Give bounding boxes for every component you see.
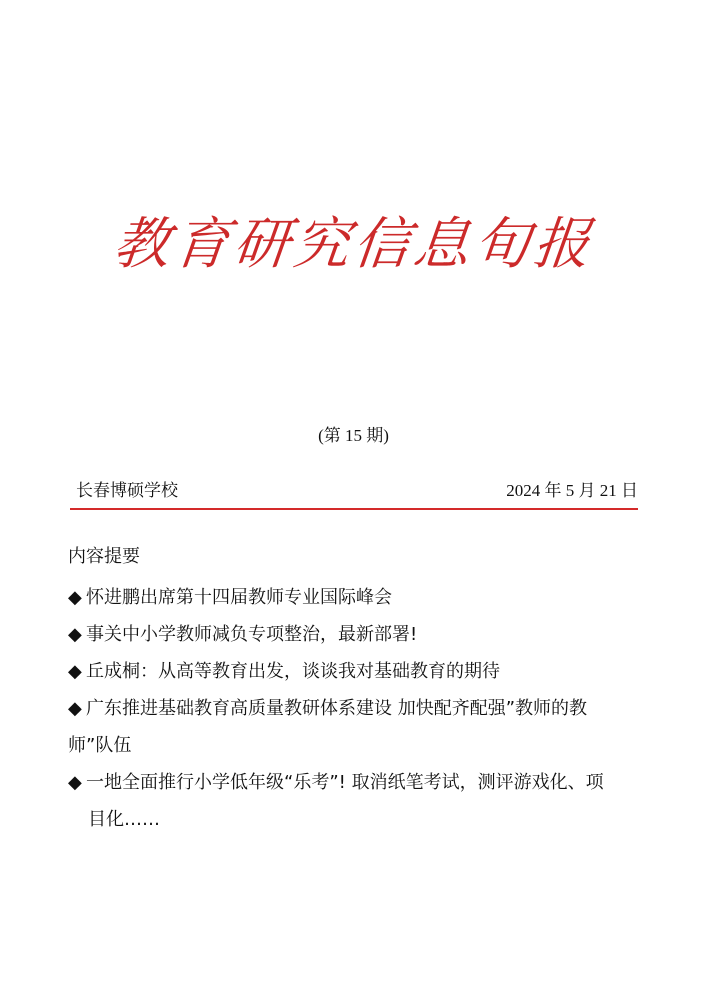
issue-number: (第 15 期): [318, 426, 389, 445]
contents-item-1: [68, 579, 648, 616]
contents-item-text: 怀进鹏出席第十四届教师专业国际峰会: [86, 587, 392, 608]
contents-item-continuation: 师”队伍: [68, 735, 132, 756]
contents-summary: [68, 542, 648, 838]
header-divider: [70, 508, 638, 510]
bullet-diamond-icon: ◆: [68, 661, 82, 682]
contents-item-continuation: 目化……: [88, 809, 160, 830]
contents-heading: 内容提要: [68, 546, 140, 567]
contents-item-2: [68, 616, 648, 653]
bullet-diamond-icon: ◆: [68, 772, 82, 793]
contents-item-text: 广东推进基础教育高质量教研体系建设 加快配齐配强”教师的教: [86, 698, 588, 719]
masthead-title: 教育研究信息旬报: [110, 212, 597, 277]
contents-item-text: 事关中小学教师减负专项整治，最新部署!: [86, 624, 418, 645]
bullet-diamond-icon: ◆: [68, 698, 82, 719]
contents-item-5: [68, 764, 648, 838]
header-info-row: [76, 478, 638, 504]
publish-date: 2024 年 5 月 21 日: [506, 481, 638, 500]
organization-name: 长春博硕学校: [76, 481, 178, 500]
contents-item-3: [68, 653, 648, 690]
bullet-diamond-icon: ◆: [68, 624, 82, 645]
bullet-diamond-icon: ◆: [68, 587, 82, 608]
contents-item-text: 丘成桐：从高等教育出发，谈谈我对基础教育的期待: [86, 661, 500, 682]
contents-item-text: 一地全面推行小学低年级“乐考”! 取消纸笔考试，测评游戏化、项: [86, 772, 604, 793]
contents-item-4: [68, 690, 648, 764]
